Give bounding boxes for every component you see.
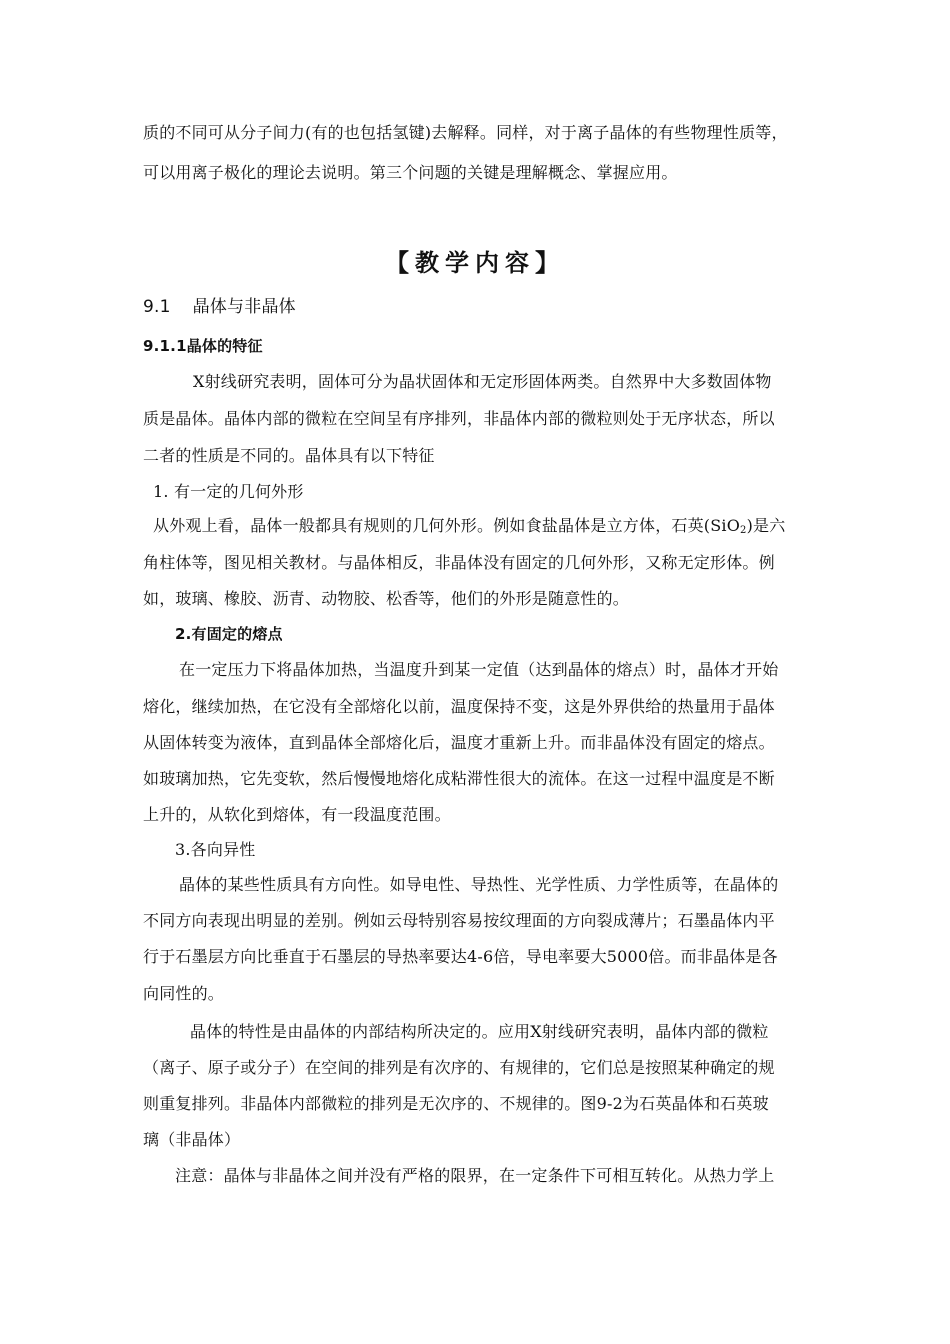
note-line-1: 注意：晶体与非晶体之间并没有严格的限界，在一定条件下可相互转化。从热力学上 — [175, 1166, 775, 1185]
paragraph-1-line-2: 质是晶体。晶体内部的微粒在空间呈有序排列，非晶体内部的微粒则处于无序状态，所以 — [143, 409, 775, 428]
item-3-line-1: 晶体的某些性质具有方向性。如导电性、导热性、光学性质、力学性质等，在晶体的 — [179, 875, 779, 894]
item-3-line-3: 行于石墨层方向比垂直于石墨层的导热率要达4-6倍，导电率要大5000倍。而非晶体是各 — [143, 947, 778, 966]
item-2-line-1: 在一定压力下将晶体加热，当温度升到某一定值（达到晶体的熔点）时，晶体才开始 — [179, 660, 779, 679]
item-1-line-2: 角柱体等，图见相关教材。与晶体相反，非晶体没有固定的几何外形，又称无定形体。例 — [143, 553, 775, 572]
section-title: 晶体与非晶体 — [192, 297, 296, 317]
structure-paragraph-line-3: 则重复排列。非晶体内部微粒的排列是无次序的、不规律的。图9-2为石英晶体和石英玻 — [143, 1094, 769, 1113]
intro-line-1: 质的不同可从分子间力(有的也包括氢键)去解释。同样，对于离子晶体的有些物理性质等， — [143, 123, 788, 142]
structure-paragraph-line-1: 晶体的特性是由晶体的内部结构所决定的。应用X射线研究表明，晶体内部的微粒 — [190, 1022, 769, 1041]
section-heading — [143, 297, 296, 317]
item-1-title: 1. 有一定的几何外形 — [153, 482, 304, 501]
structure-paragraph-line-2: （离子、原子或分子）在空间的排列是有次序的、有规律的，它们总是按照某种确定的规 — [143, 1058, 775, 1077]
teaching-content-heading: 【教学内容】 — [385, 248, 565, 277]
item-1-line-1: 从外观上看，晶体一般都具有规则的几何外形。例如食盐晶体是立方体，石英(SiO$_2$)是六 — [153, 516, 786, 536]
item-2-line-2: 熔化，继续加热，在它没有全部熔化以前，温度保持不变，这是外界供给的热量用于晶体 — [143, 697, 775, 716]
item-3-line-2: 不同方向表现出明显的差别。例如云母特别容易按纹理面的方向裂成薄片；石墨晶体内平 — [143, 911, 775, 930]
item-2-line-4: 如玻璃加热，它先变软，然后慢慢地熔化成粘滞性很大的流体。在这一过程中温度是不断 — [143, 769, 775, 788]
paragraph-1-line-1: X射线研究表明，固体可分为晶状固体和无定形固体两类。自然界中大多数固体物 — [193, 372, 772, 391]
item-1-line-3: 如，玻璃、橡胶、沥青、动物胶、松香等，他们的外形是随意性的。 — [143, 589, 630, 608]
item-3-title: 3.各向异性 — [175, 840, 256, 859]
paragraph-1-line-3: 二者的性质是不同的。晶体具有以下特征 — [143, 446, 435, 465]
structure-paragraph-line-4: 璃（非晶体） — [143, 1130, 241, 1149]
subsection-heading: 9.1.1晶体的特征 — [143, 337, 263, 355]
item-3-line-4: 向同性的。 — [143, 984, 225, 1003]
item-2-line-3: 从固体转变为液体，直到晶体全部熔化后，温度才重新上升。而非晶体没有固定的熔点。 — [143, 733, 775, 752]
intro-line-2: 可以用离子极化的理论去说明。第三个问题的关键是理解概念、掌握应用。 — [143, 163, 678, 182]
item-2-title: 2.有固定的熔点 — [175, 625, 283, 643]
section-number: 9.1 — [143, 297, 171, 317]
item-2-line-5: 上升的，从软化到熔体，有一段温度范围。 — [143, 805, 451, 824]
